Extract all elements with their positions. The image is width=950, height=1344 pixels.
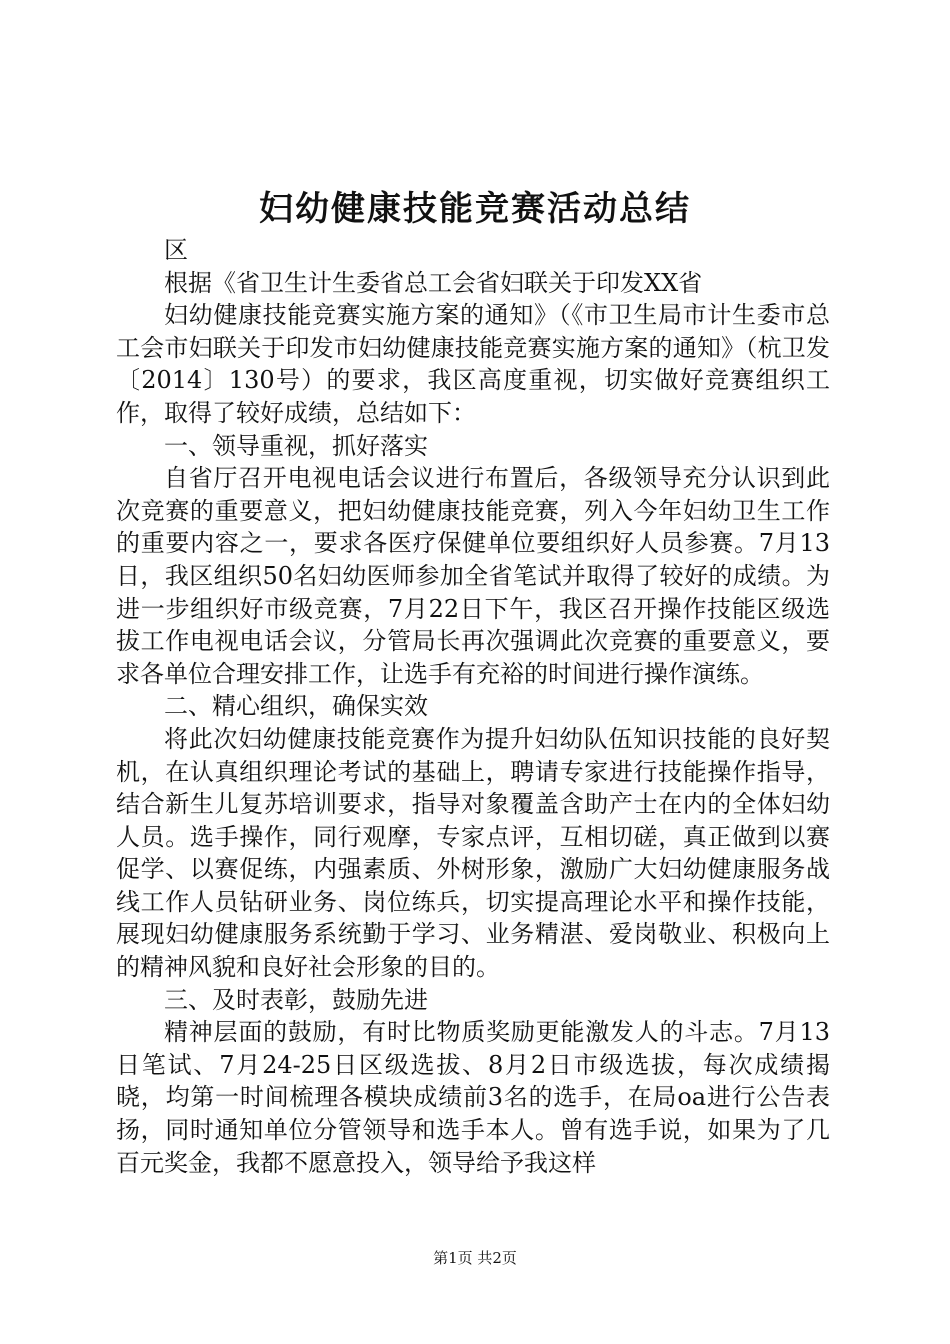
paragraph-district: 区 (164, 236, 188, 264)
paragraph-intro: 妇幼健康技能竞赛实施方案的通知》（《市卫生局市计生委市总工会市妇联关于印发市妇幼健康技能竞赛实施方案的通知》（杭卫发〔2014〕130号）的要求，我区高度重视，切实做好竞赛组织工作，取得了较好成绩，总结如下： (116, 301, 830, 427)
page-footer (0, 1248, 950, 1268)
paragraph-intro-line: 根据《省卫生计生委省总工会省妇联关于印发XX省 (164, 268, 703, 297)
section-heading-2: 二、精心组织，确保实效 (164, 692, 428, 721)
page-number: 第1页 共2页 (433, 1249, 517, 1267)
paragraph-section-3: 精神层面的鼓励，有时比物质奖励更能激发人的斗志。7月13日笔试、7月24-25日区级选拔、8月2日市级选拔，每次成绩揭晓，均第一时间梳理各模块成绩前3名的选手，在局oa进行公告表扬，同时通知单位分管领导和选手本人。曾有选手说，如果为了几百元奖金，我都不愿意投入，领导给予我这样 (116, 1018, 830, 1177)
document-title: 妇幼健康技能竞赛活动总结 (259, 189, 691, 229)
section-heading-3: 三、及时表彰，鼓励先进 (164, 985, 428, 1014)
section-heading-1: 一、领导重视，抓好落实 (164, 431, 428, 460)
paragraph-section-2: 将此次妇幼健康技能竞赛作为提升妇幼队伍知识技能的良好契机，在认真组织理论考试的基础上，聘请专家进行技能操作指导，结合新生儿复苏培训要求，指导对象覆盖含助产士在内的全体妇幼人员。选手操作，同行观摩，专家点评，互相切磋，真正做到以赛促学、以赛促练，内强素质、外树形象，激励广大妇幼健康服务战线工作人员钻研业务、岗位练兵，切实提高理论水平和操作技能，展现妇幼健康服务系统勤于学习、业务精湛、爱岗敬业、积极向上的精神风貌和良好社会形象的目的。 (116, 724, 830, 982)
document-body (116, 234, 830, 1179)
paragraph-section-1: 自省厅召开电视电话会议进行布置后，各级领导充分认识到此次竞赛的重要意义，把妇幼健康技能竞赛，列入今年妇幼卫生工作的重要内容之一，要求各医疗保健单位要组织好人员参赛。7月13日，我区组织50名妇幼医师参加全省笔试并取得了较好的成绩。为进一步组织好市级竞赛，7月22日下午，我区召开操作技能区级选拔工作电视电话会议，分管局长再次强调此次竞赛的重要意义，要求各单位合理安排工作，让选手有充裕的时间进行操作演练。 (116, 464, 830, 688)
